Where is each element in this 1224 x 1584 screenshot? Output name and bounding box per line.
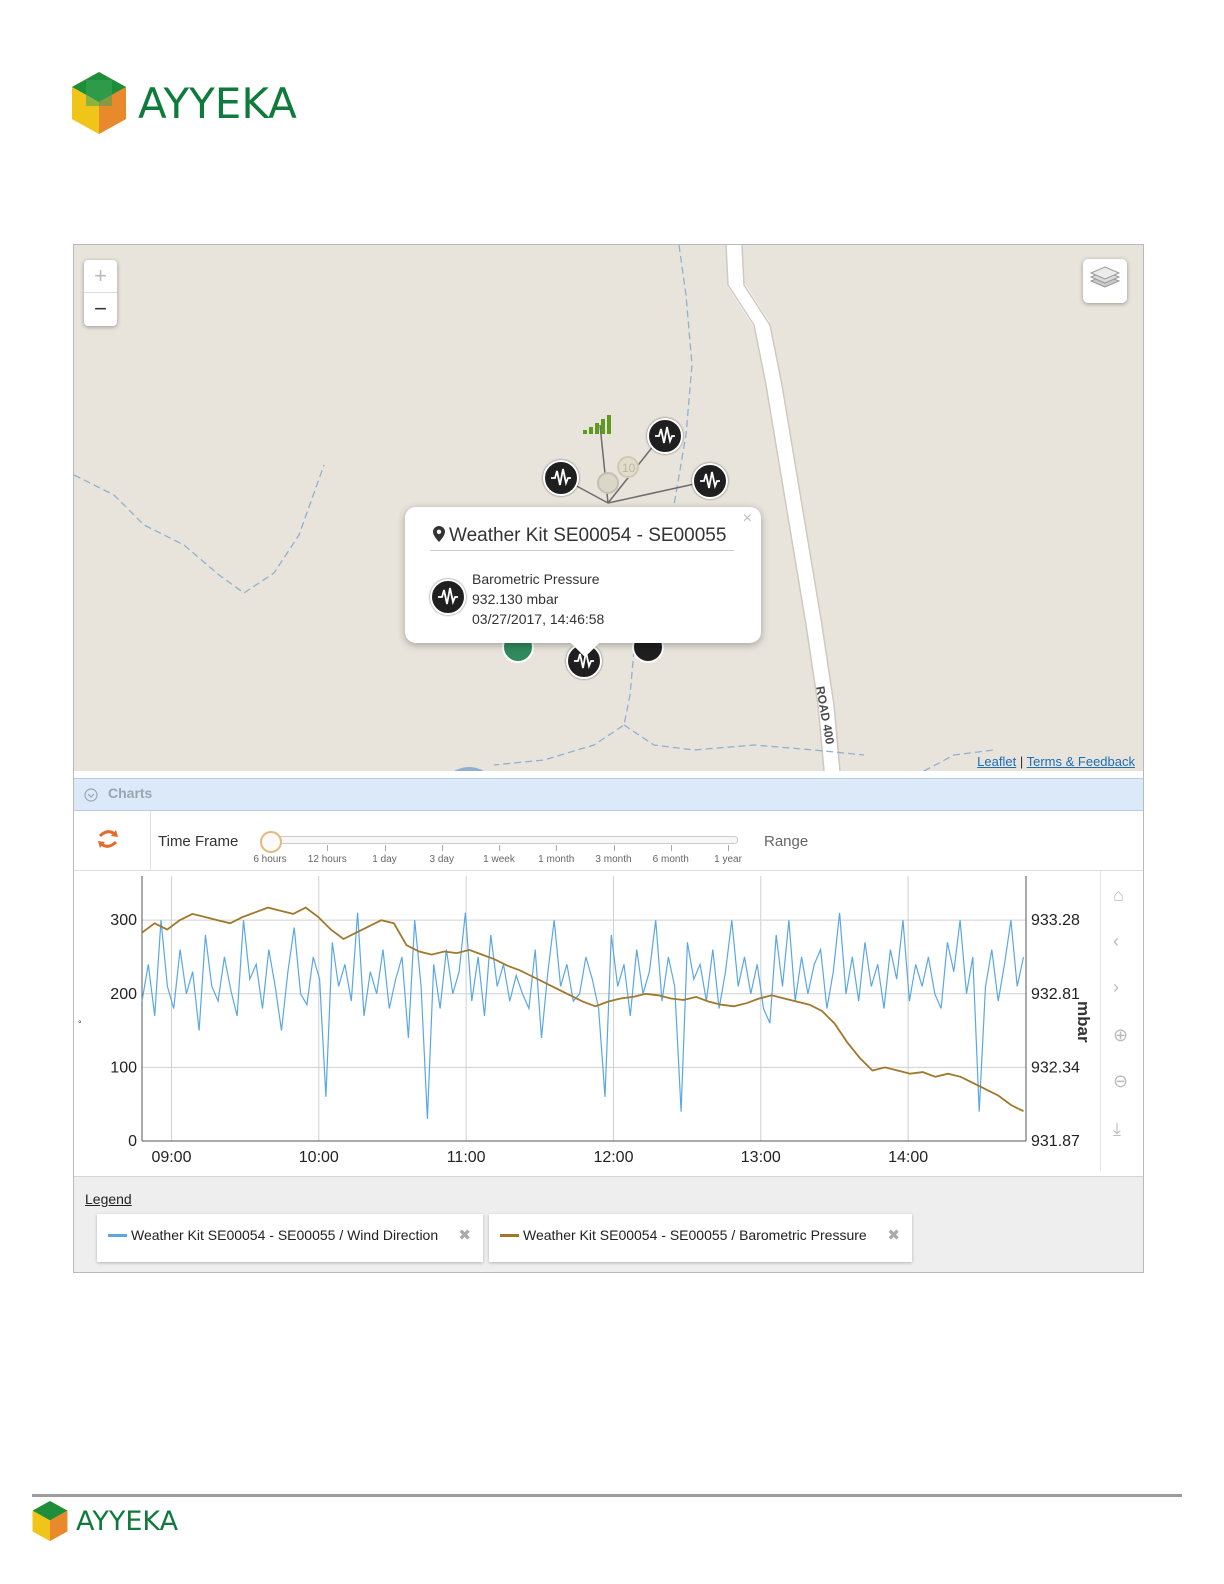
legend-panel [74,1176,1143,1273]
legend-label: Weather Kit SE00054 - SE00055 / Wind Direction [131,1227,439,1243]
home-icon[interactable]: ⌂ [1113,885,1124,905]
leaflet-link[interactable]: Leaflet [977,754,1017,769]
charts-panel-header[interactable] [74,778,1143,811]
time-frame-tick [385,845,386,851]
time-frame-slider-handle[interactable] [260,831,282,853]
ayyeka-logo-icon [32,1501,68,1541]
time-frame-tick [442,845,443,851]
x-tick-label: 13:00 [740,1149,781,1166]
zoom-out-icon[interactable]: ⊖ [1113,1071,1129,1091]
x-tick-label: 10:00 [298,1149,339,1166]
zoom-in-button[interactable]: + [84,260,117,293]
y-tick-label-left: 0 [128,1133,137,1150]
time-frame-option[interactable]: 1 year [714,854,742,865]
time-frame-option[interactable]: 6 hours [253,854,287,865]
time-frame-option[interactable]: 1 day [372,854,397,865]
marker-popup [405,507,761,643]
plot-background [142,876,1026,1141]
legend-item-wind-direction[interactable] [97,1214,483,1262]
legend-swatch [500,1234,519,1237]
popup-sensor-value: 932.130 mbar [472,591,559,607]
sensor-marker[interactable] [647,418,683,454]
map-pin-icon [433,526,445,542]
dashboard-frame [73,244,1144,1273]
time-frame-tick [671,845,672,851]
popup-timestamp: 03/27/2017, 14:46:58 [472,611,605,627]
time-frame-option[interactable]: 3 day [429,854,454,865]
legend-label: Weather Kit SE00054 - SE00055 / Barometric Pressure [523,1227,867,1243]
ayyeka-logo-icon [72,72,126,134]
chevron-right-icon[interactable]: › [1113,977,1119,997]
footer-logo [32,1500,178,1542]
time-frame-option[interactable]: 1 month [538,854,575,865]
y-tick-label-left: 300 [110,912,137,930]
chart-canvas[interactable] [74,871,1100,1177]
charts-title: Charts [108,785,153,801]
sensor-marker[interactable] [543,460,579,496]
y-tick-label-right: 932.34 [1031,1059,1080,1077]
zoom-out-button[interactable]: − [94,296,107,321]
chart-tools [1100,871,1144,1171]
collapse-icon[interactable] [84,788,98,802]
legend-item-barometric-pressure[interactable] [489,1214,912,1262]
time-frame-option[interactable]: 6 month [652,854,689,865]
time-frame-tick [614,845,615,851]
refresh-icon [97,828,119,850]
range-label[interactable]: Range [764,833,809,850]
remove-series-icon[interactable]: ✖ [458,1227,471,1244]
chevron-left-icon[interactable]: ‹ [1113,931,1119,951]
y-tick-label-right: 933.28 [1031,912,1080,930]
waveform-icon [649,420,681,452]
x-tick-label: 09:00 [151,1149,192,1166]
terms-feedback-link[interactable]: Terms & Feedback [1026,754,1135,769]
legend-swatch [108,1234,127,1237]
time-frame-label: Time Frame [158,833,239,850]
left-axis-title: ° [78,1019,82,1029]
x-tick-label: 12:00 [593,1149,634,1166]
road-label: ROAD 400 [813,685,838,746]
time-frame-tick [728,845,729,851]
time-frame-tick [499,845,500,851]
download-icon[interactable]: ⤓ [1113,1119,1121,1139]
time-frame-option[interactable]: 12 hours [307,854,347,865]
zoom-in-icon[interactable]: ⊕ [1113,1025,1129,1045]
y-tick-label-right: 931.87 [1031,1133,1080,1150]
map-view[interactable] [74,245,1143,771]
legend-title: Legend [85,1191,132,1207]
remove-series-icon[interactable]: ✖ [887,1227,900,1244]
y-tick-label-right: 932.81 [1031,985,1080,1003]
popup-close-button[interactable]: × [742,510,752,527]
refresh-button[interactable] [74,811,151,870]
layers-icon [1083,259,1127,303]
popup-sensor-name: Barometric Pressure [472,571,600,587]
brand-name: AYYEKA [138,78,297,128]
time-frame-tick [327,845,328,851]
layers-button[interactable] [1083,259,1127,303]
time-frame-tick [556,845,557,851]
chart-toolbar [74,811,1143,871]
waveform-icon [694,465,726,497]
y-tick-label-left: 200 [110,985,137,1003]
sensor-chart [74,871,1143,1177]
y-tick-label-left: 100 [110,1059,137,1077]
x-tick-label: 14:00 [888,1149,929,1166]
waveform-icon [432,581,464,613]
brand-name: AYYEKA [76,1505,179,1537]
waveform-icon [545,462,577,494]
time-frame-option[interactable]: 1 week [483,854,515,865]
time-frame-option[interactable]: 3 month [595,854,632,865]
header-logo [72,72,297,134]
zoom-control [84,260,117,326]
cluster-count: 10 [622,461,636,475]
x-tick-label: 11:00 [446,1149,486,1166]
sensor-icon [430,579,466,615]
map-attribution: Leaflet | Terms & Feedback [977,754,1135,769]
time-frame-slider[interactable] [270,836,738,844]
right-axis-title: mbar [1074,1001,1093,1043]
popup-title: Weather Kit SE00054 - SE00055 [433,525,726,547]
signal-icon [583,415,611,434]
footer-divider [32,1494,1182,1497]
sensor-marker[interactable] [692,463,728,499]
